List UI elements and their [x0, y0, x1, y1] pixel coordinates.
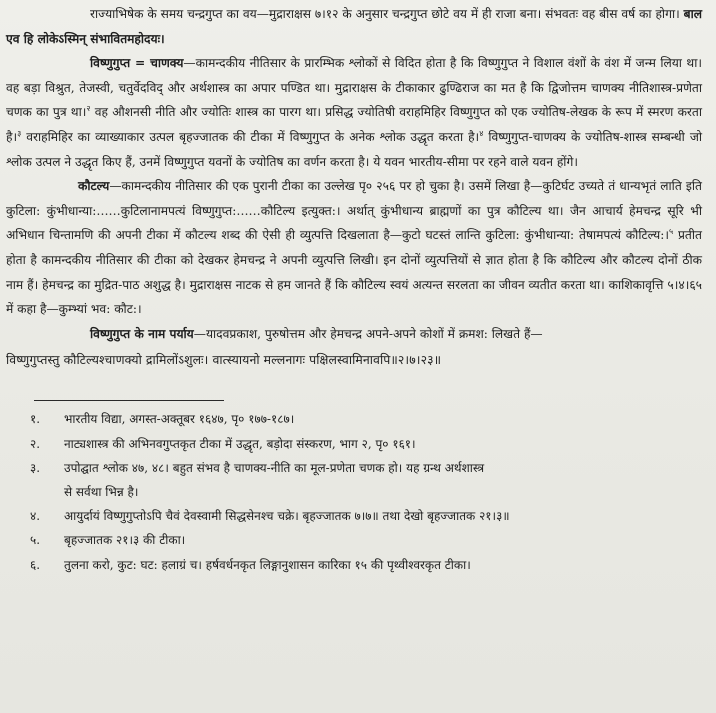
vishnugupta-heading: विष्णुगुप्त = चाणक्य [90, 56, 184, 71]
footnote-number: ४. [30, 509, 41, 524]
footnote-text: उपोद्घात श्लोक ४७, ४८। बहुत संभव है चाणक्य-नीति का मूल-प्रणेता चणक हो। यह ग्रन्थ अर्थशास्त्र [64, 460, 485, 475]
sanskrit-verse: विष्णुगुप्तस्तु कौटिल्यश्चाणक्यो द्रामिलोंऽशुलः। वात्स्यायनो मल्लनागः पक्षिलस्वामिनावपि॥२।७।२३॥ [6, 352, 442, 368]
footnote-5 [28, 528, 688, 552]
footnote-text: बृहज्जातक २१।३ की टीका। [64, 533, 186, 548]
footnote-ref-3: ३ [17, 128, 22, 138]
vishnugupta-text-3: वराहमिहिर का व्याख्याकार उत्पल बृहज्जातक की टीका में विष्णुगुप्त के अनेक श्लोक उद्धृत करता है। [26, 129, 480, 144]
paragraph-coronation [6, 2, 702, 51]
footnote-6 [28, 553, 688, 577]
vishnugupta-text-4: विष्णुगुप्त-चाणक्य के ज्योतिष-शास्त्र सम्बन्धी जो श्लोक उत्पल ने उद्धृत किए हैं, उनमें विष्णुगुप्त यवनों के ज्योतिष का वर्णन करता है। ये यवन भारतीय-सीमा पर रहने वाले यवन होंगे। [6, 129, 703, 169]
footnote-3-continued [28, 480, 688, 504]
footnote-text: से सर्वथा भिन्न है। [64, 484, 139, 499]
kautalya-text-1: —कामन्दकीय नीतिसार की एक पुरानी टीका का उल्लेख पृ० २५६ पर हो चुका है। उसमें लिखा है—कुटिर्घट उच्यते तं धान्यभृतं लाति इति कुटिला: कुंभीधान्या:……कुटिलानामपत्यं विष्णुगुप्त:……कौटिल्य इत्युक्त:। अर्थात् कुंभीधान्य ब्राह्मणों का पुत्र कौटिल्य था। जैन आचार्य हेमचन्द्र सूरि भी अभिधान चिन्तामणि की अपनी टीका में कौटल्य शब्द की ऐसी ही व्युत्पत्ति दिखलाता है—कुटो घटस्तं लान्ति कुटिला: कुंभीधान्या: तेषामपत्यं कौटिल्य:। [6, 179, 702, 243]
footnote-4 [28, 504, 688, 528]
footnote-text: भारतीय विद्या, अगस्त-अक्तूबर १६४७, पृ० १७७-१८७। [64, 412, 295, 427]
footnote-divider [34, 400, 224, 401]
footnote-number: १. [30, 412, 41, 427]
synonyms-heading: विष्णुगुप्त के नाम पर्याय [90, 326, 194, 341]
paragraph-coronation-quote: बाल एव हि लोकेऽस्मिन् संभावितमहोदयः। [6, 7, 702, 46]
footnote-text: आयुर्दायं विष्णुगुप्तोऽपि चैवं देवस्वामी सिद्धसेनश्च चक्रे। बृहज्जातक ७।७॥ तथा देखो बृहज्जातक २१।३॥ [64, 509, 510, 524]
footnote-number: ६. [30, 557, 41, 572]
footnote-ref-4: ४ [479, 128, 484, 138]
paragraph-kautalya [6, 174, 702, 322]
footnote-number: ३. [30, 460, 41, 475]
footnote-2 [28, 432, 688, 456]
paragraph-vishnugupta [6, 51, 702, 174]
footnote-text: तुलना करो, कुट: घट: हलाग्रं च। हर्षवर्धनकृत लिङ्गानुशासन कारिका १५ की पृथ्वीश्वरकृत टीका। [64, 557, 471, 572]
footnotes [28, 407, 688, 576]
paragraph-synonyms [6, 322, 702, 347]
footnote-number: ५. [30, 533, 41, 548]
footnote-number: २. [30, 436, 41, 451]
footnote-3 [28, 456, 688, 480]
vishnugupta-text-2: वह औशनसी नीति और ज्योतिः शास्त्र का पारग था। प्रसिद्ध ज्योतिषी वराहमिहिर विष्णुगुप्त को एक ज्योतिष-लेखक के रूप में स्मरण करता है। [6, 105, 703, 144]
kautalya-text-2: प्रतीत होता है कामन्दकीय नीतिसार की टीका को देखकर हेमचन्द्र ने अपनी व्युत्पत्ति लिखी। इन दोनों व्युत्पत्तियों से ज्ञात होता है कि कौटिल्य और कौटल्य दोनों ठीक नाम हैं। हेमचन्द्र का मुद्रित-पाठ अशुद्ध है। मुद्राराक्षस नाटक से हम जानते हैं कि कौटिल्य स्वयं अत्यन्त सरलता का जीवन व्यतीत करता था। काशिकावृत्ति ५।४।६५ में कहा है—कुम्भ्यां भव: कौट:। [6, 228, 702, 317]
footnote-1 [28, 407, 688, 431]
paragraph-coronation-text: राज्याभिषेक के समय चन्द्रगुप्त का वय—मुद्राराक्षस ७।१२ के अनुसार चन्द्रगुप्त छोटे वय में ही राजा बना। संभवतः वह बीस वर्ष का होगा। [90, 7, 680, 21]
vishnugupta-text-1: —कामन्दकीय नीतिसार के प्रारम्भिक श्लोकों से विदित होता है कि विष्णुगुप्त ने विशाल वंशों के वंश में जन्म लिया था। वह बड़ा विश्रुत, तेजस्वी, चतुर्वेदविद् और अर्थशास्त्र का अपार पण्डित था। मुद्राराक्षस के टीकाकार ढुण्ढिराज का मत है कि द्विजोत्तम चाणक्य नीतिशास्त्र-प्रणेता चणक का पुत्र था। [6, 56, 702, 120]
footnote-text: नाट्यशास्त्र की अभिनवगुप्तकृत टीका में उद्धृत, बड़ोदा संस्करण, भाग २, पृ० १६१। [64, 436, 416, 451]
footnote-ref-2: २ [86, 104, 91, 114]
synonyms-text: —यादवप्रकाश, पुरुषोत्तम और हेमचन्द्र अपने-अपने कोशों में क्रमश: लिखते हैं— [193, 326, 543, 341]
footnote-ref-5: ५ [668, 227, 674, 237]
kautalya-heading: कौटल्य [78, 179, 110, 194]
